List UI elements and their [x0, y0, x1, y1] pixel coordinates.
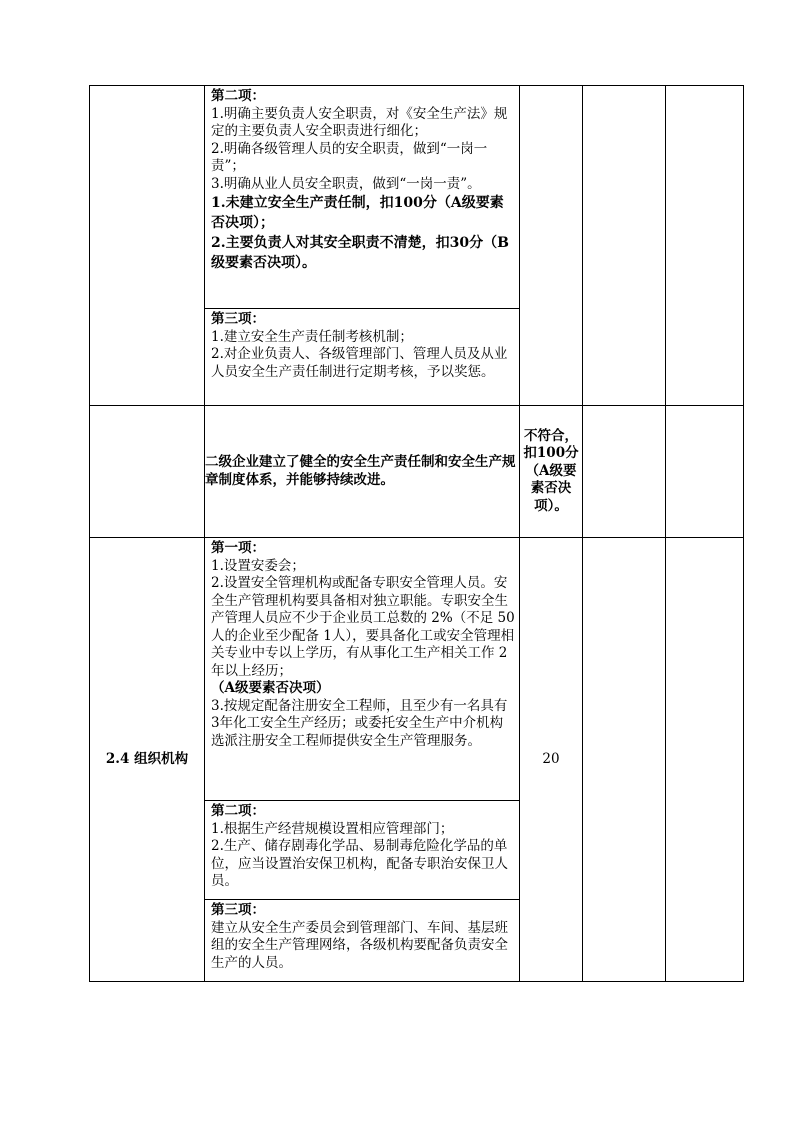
item-block: [205, 86, 519, 308]
table-row: [90, 86, 744, 406]
content-line: 1.建立安全生产责任制考核机制；: [211, 328, 413, 345]
item-block: [205, 538, 519, 800]
remark-cell: [666, 86, 744, 406]
item-title: 第二项：: [211, 803, 265, 819]
veto-line: （A级要素否决项）: [211, 680, 330, 696]
content-cell: [205, 538, 520, 982]
content-line: 3.按规定配备注册安全工程师，且至少有一名具有 3年化工安全生产经历；或委托安全生产中介机构选派注册安全工程师提供安全生产管理服务。: [211, 697, 512, 749]
item-block: [205, 308, 519, 383]
content-line: 1.设置安委会；: [211, 557, 305, 574]
result-cell: [583, 86, 666, 406]
section-cell: [90, 406, 205, 538]
requirement-cell: 二级企业建立了健全的安全生产责任制和安全生产规章制度体系，并能够持续改进。: [205, 406, 520, 538]
result-cell: [583, 406, 666, 538]
content-line: 2.明确各级管理人员的安全职责，做到“一岗一责”；: [211, 140, 488, 174]
item-title: 第三项：: [211, 311, 265, 327]
content-line: 1.明确主要负责人安全职责，对《安全生产法》规定的主要负责人安全职责进行细化；: [211, 105, 508, 139]
result-cell: [583, 538, 666, 982]
standards-table: [89, 85, 744, 982]
content-line: 3.明确从业人员安全职责，做到“一岗一责”。: [211, 175, 481, 192]
item-title: 第一项：: [211, 540, 265, 556]
table-row: [90, 538, 744, 982]
content-line: 建立从安全生产委员会到管理部门、车间、基层班组的安全生产管理网络，各级机构要配备负责安全生产的人员。: [211, 919, 508, 971]
penalty-line: 1.未建立安全生产责任制，扣100分（A级要素否决项）；: [211, 195, 504, 231]
section-cell: [90, 86, 205, 406]
penalty-line: 2.主要负责人对其安全职责不清楚，扣30分（B级要素否决项）。: [211, 235, 509, 271]
remark-cell: [666, 406, 744, 538]
item-block: [205, 800, 519, 899]
remark-cell: [666, 538, 744, 982]
content-line: 2.生产、储存剧毒化学品、易制毒危险化学品的单位，应当设置治安保卫机构，配备专职治安保卫人员。: [211, 838, 508, 889]
score-cell: 20: [520, 538, 583, 982]
score-note-cell: 不符合，扣100分（A级要素否决项）。: [520, 406, 583, 538]
table-row: [90, 406, 744, 538]
score-cell: [520, 86, 583, 406]
item-title: 第三项：: [211, 902, 265, 918]
section-name-cell: 2.4 组织机构: [90, 538, 205, 982]
content-cell: [205, 86, 520, 406]
item-title: 第二项：: [211, 88, 265, 104]
item-block: [205, 899, 519, 974]
content-line: 2.设置安全管理机构或配备专职安全管理人员。安全生产管理机构要具备相对独立职能。专职安全生产管理人员应不少于企业员工总数的 2%（不足 50人的企业至少配备 1人），要具备化工或安全管理相关专业中专以上学历，有从事化工生产相关工作 2年以上经历；: [211, 575, 515, 679]
content-line: 2.对企业负责人、各级管理部门、管理人员及从业人员安全生产责任制进行定期考核，予以奖惩。: [211, 346, 508, 380]
content-line: 1.根据生产经营规模设置相应管理部门；: [211, 820, 454, 837]
